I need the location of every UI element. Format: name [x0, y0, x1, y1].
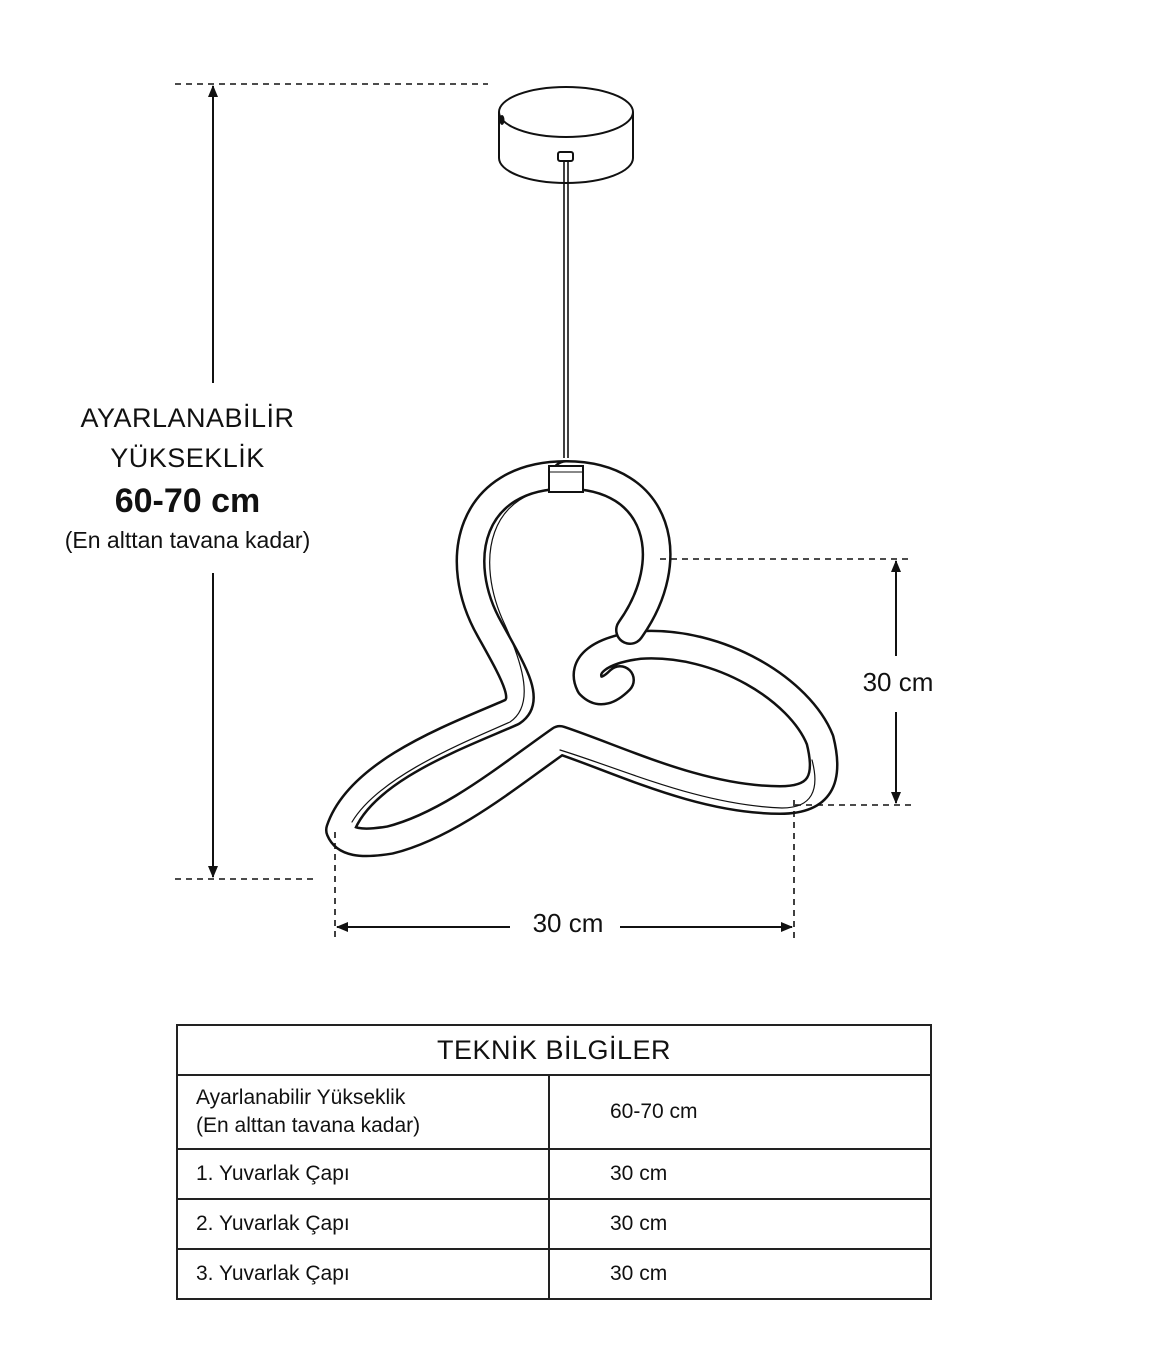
- spec-label: 1. Yuvarlak Çapı: [177, 1149, 549, 1199]
- height-label: [30, 398, 345, 556]
- suspension-cable: [564, 161, 568, 458]
- horizontal-dimension-label: 30 cm: [532, 908, 604, 938]
- table-row: [177, 1249, 931, 1299]
- ceiling-canopy: [499, 87, 633, 183]
- lamp-connector: [549, 466, 583, 492]
- lamp-body: [340, 475, 824, 842]
- height-note: (En alttan tavana kadar): [64, 527, 311, 553]
- spec-value: 60-70 cm: [549, 1075, 931, 1149]
- spec-label: Ayarlanabilir Yükseklik: [196, 1086, 406, 1109]
- height-label-line1: AYARLANABİLİR: [80, 403, 295, 433]
- table-row: [177, 1199, 931, 1249]
- spec-value: 30 cm: [549, 1249, 931, 1299]
- spec-label-note: (En alttan tavana kadar): [196, 1114, 421, 1137]
- spec-table: [176, 1024, 932, 1300]
- height-value: 60-70 cm: [114, 482, 261, 520]
- spec-label-cell: [177, 1075, 549, 1149]
- spec-table-title: TEKNİK BİLGİLER: [177, 1025, 931, 1075]
- spec-value: 30 cm: [549, 1149, 931, 1199]
- spec-value: 30 cm: [549, 1199, 931, 1249]
- table-row: [177, 1075, 931, 1149]
- vertical-dimension-label: 30 cm: [862, 667, 934, 697]
- spec-label: 3. Yuvarlak Çapı: [177, 1249, 549, 1299]
- spec-label: 2. Yuvarlak Çapı: [177, 1199, 549, 1249]
- table-row: [177, 1149, 931, 1199]
- height-label-line2: YÜKSEKLİK: [110, 443, 265, 473]
